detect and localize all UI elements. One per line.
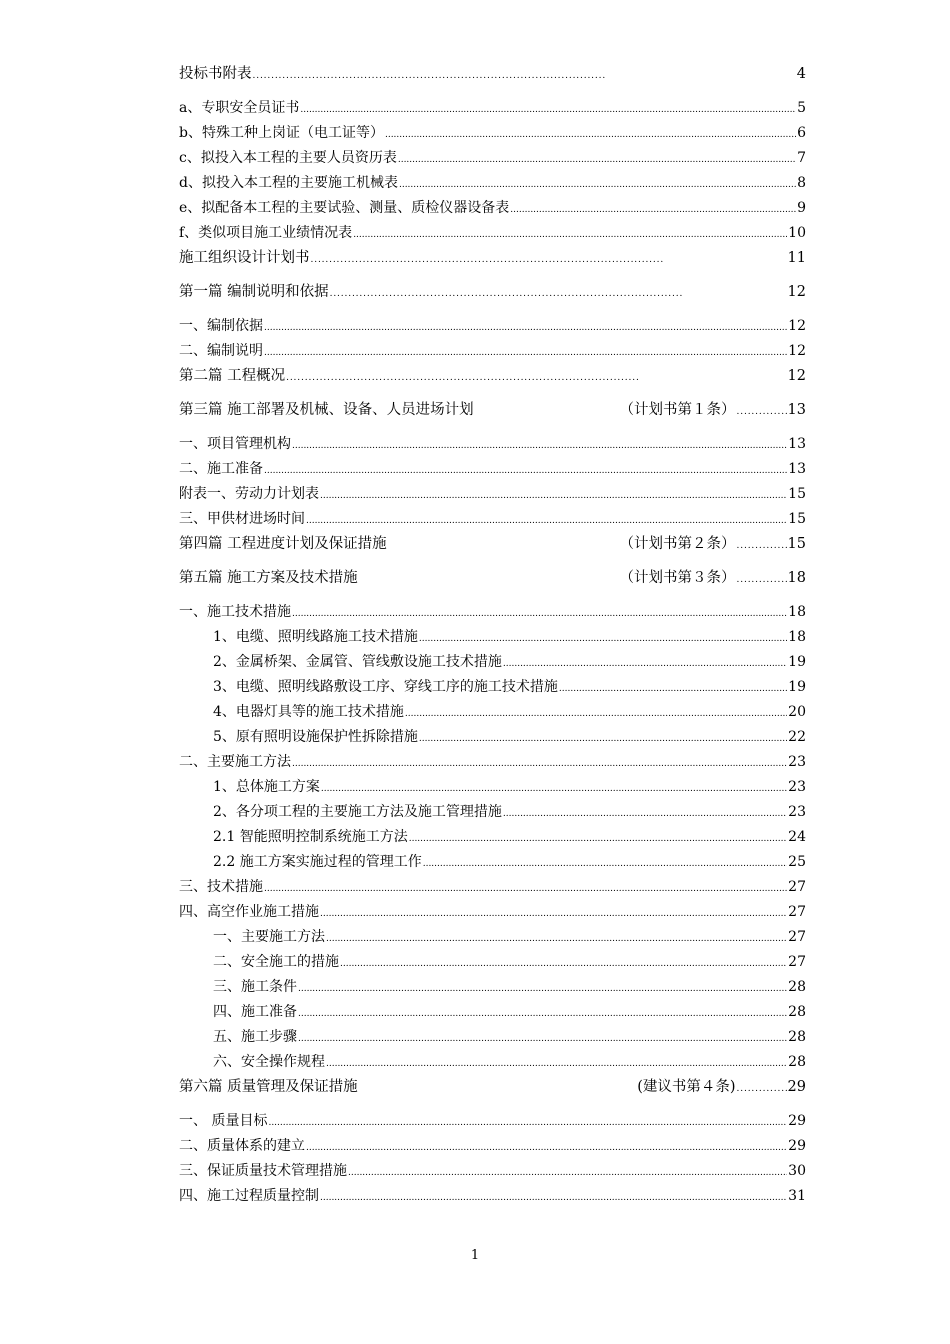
toc-dot-leader — [385, 127, 796, 143]
toc-entry[interactable] — [179, 62, 806, 87]
toc-entry[interactable] — [179, 850, 806, 875]
toc-entry-title: 三、施工条件 — [213, 979, 297, 995]
toc-dot-leader — [298, 1031, 787, 1047]
toc-entry-title: 二、质量体系的建立 — [179, 1138, 305, 1154]
toc-entry-page: 25 — [788, 854, 806, 870]
toc-entry-page: 18 — [787, 570, 806, 586]
toc-entry-page: 27 — [788, 904, 806, 920]
toc-entry[interactable] — [179, 1025, 806, 1050]
toc-entry-page: 15 — [788, 486, 806, 502]
toc-dot-leader — [298, 1006, 787, 1022]
toc-entry[interactable] — [179, 1184, 806, 1209]
toc-entry-page: 19 — [788, 654, 806, 670]
toc-entry-title: a、专职安全员证书 — [179, 100, 300, 116]
toc-entry[interactable] — [179, 750, 806, 775]
toc-entry-page: 18 — [788, 629, 806, 645]
toc-dot-leader — [737, 572, 787, 588]
toc-dot-leader — [405, 706, 787, 722]
toc-entry-title: 2.1 智能照明控制系统施工方法 — [213, 829, 408, 845]
toc-entry-title: 第五篇 施工方案及技术措施 — [179, 570, 358, 586]
toc-dot-leader — [264, 881, 787, 897]
toc-entry-page: 13 — [788, 436, 806, 452]
toc-entry[interactable] — [179, 775, 806, 800]
toc-entry[interactable] — [179, 507, 806, 532]
toc-entry-page: 23 — [788, 804, 806, 820]
toc-dot-leader — [423, 856, 787, 872]
toc-entry[interactable] — [179, 432, 806, 457]
toc-dot-leader — [311, 252, 787, 268]
toc-entry-note: （计划书第２条） — [619, 536, 736, 552]
toc-entry[interactable] — [179, 314, 806, 339]
toc-dot-leader — [321, 781, 787, 797]
toc-entry-title: 2.2 施工方案实施过程的管理工作 — [213, 854, 422, 870]
toc-entry-title: 第三篇 施工部署及机械、设备、人员进场计划 — [179, 402, 474, 418]
toc-dot-leader — [320, 1190, 787, 1206]
toc-entry[interactable] — [179, 221, 806, 246]
toc-dot-leader — [409, 831, 787, 847]
toc-dot-leader — [320, 906, 787, 922]
toc-entry-note: （计划书第１条） — [619, 402, 736, 418]
toc-entry[interactable] — [179, 457, 806, 482]
toc-entry[interactable] — [179, 950, 806, 975]
toc-entry-title: 六、安全操作规程 — [213, 1054, 325, 1070]
toc-dot-leader — [306, 513, 787, 529]
toc-entry-title: 4、电器灯具等的施工技术措施 — [213, 704, 404, 720]
toc-entry-page: 12 — [788, 318, 806, 334]
toc-entry-title: 第一篇 编制说明和依据 — [179, 284, 329, 300]
toc-entry-page: 27 — [788, 929, 806, 945]
toc-entry-page: 20 — [788, 704, 806, 720]
toc-entry-title: 二、主要施工方法 — [179, 754, 291, 770]
toc-dot-leader — [340, 956, 787, 972]
toc-entry-title: 施工组织设计计划书 — [179, 250, 310, 266]
toc-entry-title: 三、甲供材进场时间 — [179, 511, 305, 527]
toc-entry-page: 15 — [787, 536, 806, 552]
toc-entry-page: 23 — [788, 754, 806, 770]
toc-dot-leader — [264, 463, 787, 479]
toc-dot-leader — [264, 345, 787, 361]
toc-dot-leader — [264, 320, 787, 336]
toc-dot-leader — [320, 488, 787, 504]
toc-dot-leader — [326, 1056, 787, 1072]
toc-entry-title: 四、施工过程质量控制 — [179, 1188, 319, 1204]
toc-dot-leader — [298, 981, 787, 997]
toc-entry-page: 23 — [788, 779, 806, 795]
toc-entry[interactable] — [179, 1159, 806, 1184]
toc-dot-leader — [510, 202, 796, 218]
toc-entry-page: 27 — [788, 954, 806, 970]
toc-entry-title: 一、编制依据 — [179, 318, 263, 334]
toc-entry-note: （计划书第３条） — [619, 570, 736, 586]
toc-entry-page: 8 — [797, 175, 806, 191]
toc-entry-title: 5、原有照明设施保护性拆除措施 — [213, 729, 418, 745]
toc-entry-title: 五、施工步骤 — [213, 1029, 297, 1045]
toc-dot-leader — [559, 681, 787, 697]
toc-entry-page: 12 — [787, 284, 806, 300]
toc-entry-title: 第四篇 工程进度计划及保证措施 — [179, 536, 387, 552]
toc-dot-leader — [419, 631, 787, 647]
toc-entry-page: 30 — [788, 1163, 806, 1179]
toc-dot-leader — [348, 1165, 787, 1181]
toc-entry-title: 二、编制说明 — [179, 343, 263, 359]
toc-entry[interactable] — [179, 1075, 806, 1100]
toc-entry-title: 四、施工准备 — [213, 1004, 297, 1020]
toc-entry[interactable] — [179, 875, 806, 900]
toc-entry-title: 二、安全施工的措施 — [213, 954, 339, 970]
toc-entry-title: 一、施工技术措施 — [179, 604, 291, 620]
toc-entry-page: 28 — [788, 1029, 806, 1045]
toc-entry[interactable] — [179, 398, 806, 423]
toc-entry[interactable] — [179, 1050, 806, 1075]
toc-entry-page: 5 — [797, 100, 806, 116]
toc-entry-page: 13 — [787, 402, 806, 418]
table-of-contents — [179, 62, 806, 1209]
toc-entry[interactable] — [179, 280, 806, 305]
toc-entry-page: 15 — [788, 511, 806, 527]
toc-entry-page: 18 — [788, 604, 806, 620]
toc-entry-title: 一、 质量目标 — [179, 1113, 268, 1129]
toc-entry-page: 24 — [788, 829, 806, 845]
toc-entry[interactable] — [179, 121, 806, 146]
toc-entry[interactable] — [179, 700, 806, 725]
toc-entry-title: 第二篇 工程概况 — [179, 368, 286, 384]
toc-entry-page: 27 — [788, 879, 806, 895]
toc-entry-title: 二、施工准备 — [179, 461, 263, 477]
toc-entry[interactable] — [179, 196, 806, 221]
toc-dot-leader — [292, 438, 787, 454]
toc-entry-note: (建议书第４条) — [637, 1079, 736, 1095]
toc-entry-title: 3、电缆、照明线路敷设工序、穿线工序的施工技术措施 — [213, 679, 558, 695]
toc-entry-title: d、拟投入本工程的主要施工机械表 — [179, 175, 398, 191]
toc-dot-leader — [286, 370, 786, 386]
toc-dot-leader — [306, 1140, 787, 1156]
toc-dot-leader — [326, 931, 787, 947]
toc-dot-leader — [398, 152, 796, 168]
toc-entry[interactable] — [179, 725, 806, 750]
toc-dot-leader — [737, 538, 787, 554]
toc-entry[interactable] — [179, 146, 806, 171]
toc-entry[interactable] — [179, 1000, 806, 1025]
toc-entry[interactable] — [179, 246, 806, 271]
toc-entry[interactable] — [179, 1109, 806, 1134]
toc-entry-title: 一、主要施工方法 — [213, 929, 325, 945]
toc-entry-page: 11 — [787, 250, 806, 266]
toc-entry-page: 10 — [788, 225, 806, 241]
toc-dot-leader — [737, 404, 787, 420]
toc-entry[interactable] — [179, 339, 806, 364]
toc-entry-page: 19 — [788, 679, 806, 695]
toc-entry-page: 29 — [788, 1113, 806, 1129]
toc-dot-leader — [292, 756, 787, 772]
toc-entry-page: 6 — [797, 125, 806, 141]
toc-entry-page: 29 — [787, 1079, 806, 1095]
toc-entry-page: 28 — [788, 1004, 806, 1020]
toc-entry[interactable] — [179, 825, 806, 850]
page-number: 1 — [470, 1248, 480, 1263]
toc-dot-leader — [300, 102, 796, 118]
toc-entry-title: 第六篇 质量管理及保证措施 — [179, 1079, 358, 1095]
toc-entry-title: 1、电缆、照明线路施工技术措施 — [213, 629, 418, 645]
toc-dot-leader — [737, 1081, 787, 1097]
toc-entry[interactable] — [179, 600, 806, 625]
toc-dot-leader — [330, 286, 787, 302]
toc-entry[interactable] — [179, 975, 806, 1000]
toc-entry-page: 29 — [788, 1138, 806, 1154]
toc-entry-page: 12 — [788, 343, 806, 359]
toc-dot-leader — [503, 656, 787, 672]
toc-entry-page: 7 — [797, 150, 806, 166]
toc-entry-title: 三、技术措施 — [179, 879, 263, 895]
toc-entry[interactable] — [179, 482, 806, 507]
toc-dot-leader — [292, 606, 787, 622]
toc-entry-title: 2、各分项工程的主要施工方法及施工管理措施 — [213, 804, 502, 820]
toc-entry[interactable] — [179, 650, 806, 675]
toc-entry[interactable] — [179, 925, 806, 950]
toc-dot-leader — [399, 177, 796, 193]
toc-entry-page: 28 — [788, 979, 806, 995]
toc-entry-title: 附表一、劳动力计划表 — [179, 486, 319, 502]
toc-entry-title: 投标书附表 — [179, 66, 252, 82]
toc-entry-page: 13 — [788, 461, 806, 477]
toc-entry[interactable] — [179, 900, 806, 925]
toc-entry[interactable] — [179, 800, 806, 825]
toc-entry-title: b、特殊工种上岗证（电工证等） — [179, 125, 384, 141]
toc-entry-title: 四、高空作业施工措施 — [179, 904, 319, 920]
toc-entry-title: 一、项目管理机构 — [179, 436, 291, 452]
toc-entry-title: 2、金属桥架、金属管、管线敷设施工技术措施 — [213, 654, 502, 670]
toc-entry[interactable] — [179, 364, 806, 389]
toc-entry[interactable] — [179, 171, 806, 196]
toc-entry-title: e、拟配备本工程的主要试验、测量、质检仪器设备表 — [179, 200, 510, 216]
toc-entry-page: 28 — [788, 1054, 806, 1070]
toc-entry[interactable] — [179, 566, 806, 591]
toc-dot-leader — [503, 806, 787, 822]
toc-entry-title: 三、保证质量技术管理措施 — [179, 1163, 347, 1179]
toc-entry-title: f、类似项目施工业绩情况表 — [179, 225, 353, 241]
toc-entry[interactable] — [179, 675, 806, 700]
toc-dot-leader — [268, 1115, 787, 1131]
toc-entry-page: 9 — [797, 200, 806, 216]
toc-entry[interactable] — [179, 1134, 806, 1159]
toc-entry[interactable] — [179, 625, 806, 650]
toc-entry[interactable] — [179, 532, 806, 557]
toc-entry-page: 4 — [796, 66, 806, 82]
toc-entry[interactable] — [179, 96, 806, 121]
toc-dot-leader — [353, 227, 787, 243]
toc-entry-page: 12 — [787, 368, 806, 384]
toc-dot-leader — [419, 731, 787, 747]
toc-entry-page: 22 — [788, 729, 806, 745]
toc-entry-title: c、拟投入本工程的主要人员资历表 — [179, 150, 397, 166]
toc-entry-page: 31 — [788, 1188, 806, 1204]
toc-entry-title: 1、总体施工方案 — [213, 779, 320, 795]
toc-dot-leader — [253, 68, 796, 84]
